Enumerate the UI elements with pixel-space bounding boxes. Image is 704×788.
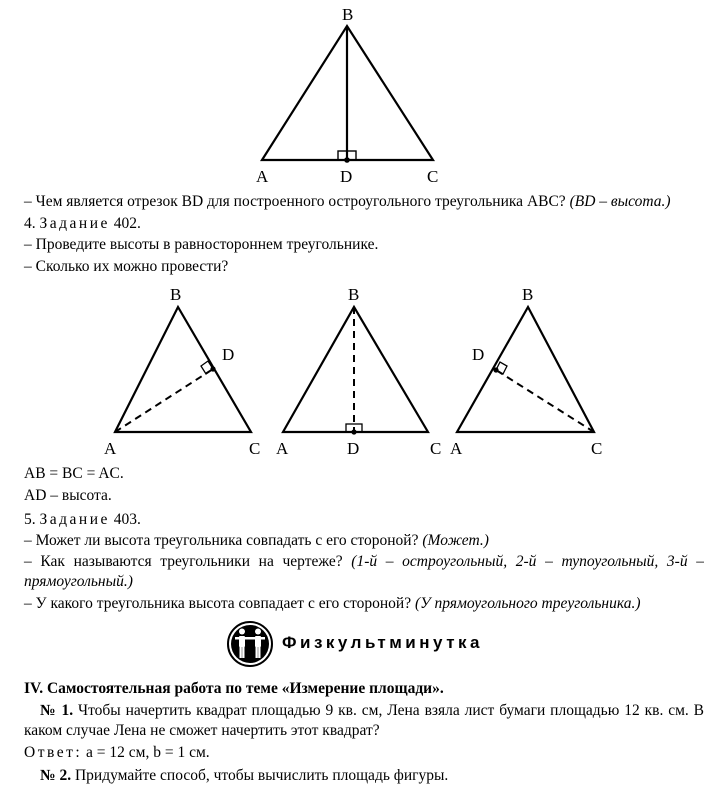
question-403-3-text: – У какого треугольника высота совпадает с его стороной? <box>24 595 412 612</box>
label-c: C <box>427 167 439 186</box>
point-d <box>344 157 350 163</box>
label-a: A <box>256 167 269 186</box>
label-d: D <box>340 167 353 186</box>
question-403-1-answer: (Может.) <box>422 532 489 549</box>
task-402-heading <box>24 214 141 234</box>
answer-label: Ответ: <box>24 744 83 761</box>
triangle-3 <box>450 285 602 458</box>
answer-line <box>24 743 210 763</box>
answer-text: a = 12 см, b = 1 см. <box>86 744 210 761</box>
t1-label-b: B <box>170 285 182 304</box>
question-403-2 <box>24 552 704 592</box>
t3-label-b: B <box>522 285 534 304</box>
question-bd-text: – Чем является отрезок BD для построенного остроугольного треугольника ABC? <box>24 193 566 210</box>
t3-label-c: C <box>591 439 603 458</box>
label-b: B <box>342 5 354 24</box>
problem-2 <box>40 766 448 786</box>
problem-1 <box>24 701 704 741</box>
exercise-people-icon <box>226 620 274 668</box>
equal-sides: AB = BC = AC. <box>24 465 124 482</box>
problem-2-text: Придумайте способ, чтобы вычислить площадь фигуры. <box>74 767 449 784</box>
task-403-id: 403. <box>113 511 141 528</box>
t2-label-b: B <box>348 285 360 304</box>
task-403-heading <box>24 510 141 530</box>
t1-label-c: C <box>249 439 261 458</box>
t2-label-a: A <box>276 439 289 458</box>
fizkultminutka-title: Физкультминутка <box>282 633 483 652</box>
question-bd-answer: (BD – высота.) <box>569 193 671 210</box>
task-402-id: 402. <box>113 215 141 232</box>
section-iv-heading: IV. Самостоятельная работа по теме «Измерение площади». <box>24 680 444 697</box>
three-triangles-figure <box>0 280 704 465</box>
t3-label-a: A <box>450 439 463 458</box>
question-403-1 <box>24 531 489 551</box>
task-402-line-1: – Проведите высоты в равностороннем треугольнике. <box>24 236 379 253</box>
t3-label-d: D <box>472 345 485 364</box>
problem-1-label: № 1. <box>40 702 74 719</box>
problem-1-text: Чтобы начертить квадрат площадью 9 кв. см, Лена взяла лист бумаги площадью 12 кв. см. В каком случае Лена не сможет начертить этот квадрат? <box>24 702 704 739</box>
question-403-2-answer: (1-й – остроугольный, 2-й – тупоугольный, 3-й – прямоугольный.) <box>24 553 704 590</box>
t1-label-a: A <box>104 439 117 458</box>
altitude-cd-3 <box>496 370 594 432</box>
question-403-3-answer: (У прямоугольного треугольника.) <box>414 595 641 612</box>
task-402-line-2: – Сколько их можно провести? <box>24 258 229 275</box>
question-403-3 <box>24 594 641 614</box>
task-403-number: 5. <box>24 511 36 528</box>
triangle-2 <box>276 285 441 458</box>
t1-label-d: D <box>222 345 235 364</box>
question-bd <box>24 192 671 212</box>
question-403-1-text: – Может ли высота треугольника совпадать с его стороной? <box>24 532 419 549</box>
task-402-number: 4. <box>24 215 36 232</box>
ad-altitude: AD – высота. <box>24 487 112 504</box>
task-403-word: Задание <box>39 511 110 528</box>
task-402-word: Задание <box>39 215 110 232</box>
triangle-abc-figure <box>0 0 704 200</box>
problem-2-label: № 2. <box>40 767 72 784</box>
question-403-2-text: – Как называются треугольники на чертеже? <box>24 553 343 570</box>
t2-label-d: D <box>347 439 360 458</box>
triangle-1 <box>104 285 260 458</box>
t2-label-c: C <box>430 439 442 458</box>
